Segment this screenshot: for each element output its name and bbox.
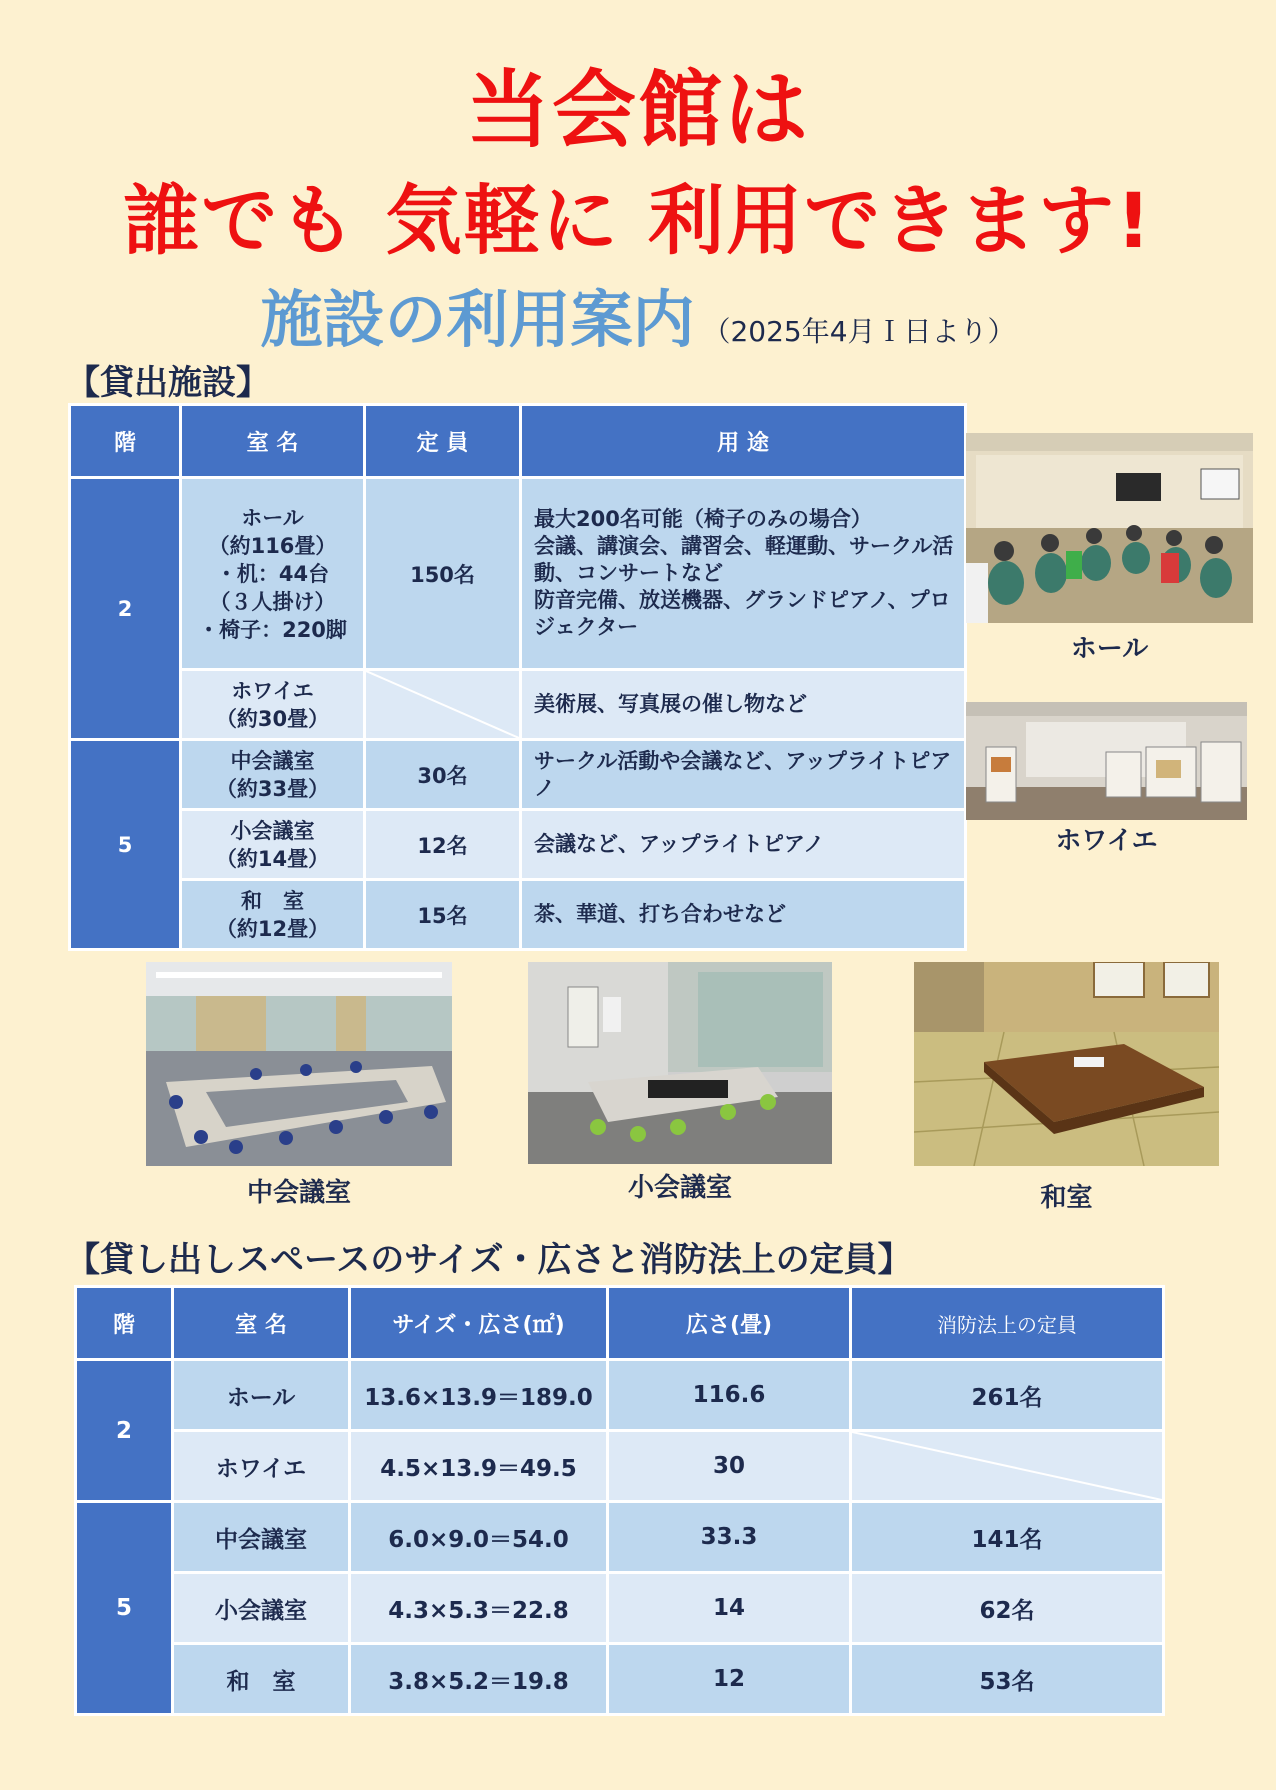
rental-facilities-table: [68, 403, 967, 951]
table-row: [70, 670, 966, 740]
room-cell: 中会議室: [173, 1502, 350, 1573]
table-row: [76, 1360, 1164, 1431]
room-cell: ホール: [173, 1360, 350, 1431]
page-title-line1: 当会館は: [465, 61, 810, 159]
header-use: 用 途: [521, 405, 966, 478]
size-section-title: 【貸し出しスペースのサイズ・広さと消防法上の定員】: [66, 1240, 912, 1280]
floor-cell: 2: [70, 478, 181, 740]
washitsu-photo: [914, 962, 1219, 1166]
use-text: 最大200名可能（椅子のみの場合） 会議、講演会、講習会、軽運動、サークル活動、コンサートなど 防音完備、放送機器、グランドピアノ、プロジェクター: [534, 507, 954, 639]
foyer-photo: [966, 702, 1247, 820]
capacity-cell: 15名: [365, 880, 521, 950]
room-name: 和 室 （約12畳）: [215, 888, 330, 941]
room-name: ホワイエ （約30畳）: [215, 678, 330, 731]
capacity-cell-empty: [365, 670, 521, 740]
subtitle-date: （2025年4月Ｉ日より）: [702, 315, 1016, 348]
tatami-cell: 33.3: [608, 1502, 851, 1573]
room-cell: [181, 880, 365, 950]
small-conference-caption: 小会議室: [627, 1173, 732, 1203]
rental-section-title: 【貸出施設】: [66, 363, 270, 403]
size-capacity-table: [74, 1285, 1165, 1716]
header-floor: 階: [70, 405, 181, 478]
header-capacity: 定 員: [365, 405, 521, 478]
floor-cell: 2: [76, 1360, 173, 1502]
header-room: 室 名: [173, 1287, 350, 1360]
washitsu-caption: 和室: [1040, 1183, 1093, 1213]
subtitle: 施設の利用案内: [260, 283, 695, 356]
header-size: サイズ・広さ(㎡): [350, 1287, 608, 1360]
table-header-row: [76, 1287, 1164, 1360]
diagonal-line: [852, 1432, 1162, 1500]
header-fire-capacity: 消防法上の定員: [851, 1287, 1164, 1360]
room-cell: ホワイエ: [173, 1431, 350, 1502]
use-cell: [521, 478, 966, 670]
fire-capacity-cell: 53名: [851, 1644, 1164, 1715]
room-cell: 小会議室: [173, 1573, 350, 1644]
use-cell: 会議など、アップライトピアノ: [521, 810, 966, 880]
table-row: [76, 1644, 1164, 1715]
capacity-cell: 30名: [365, 740, 521, 810]
room-name: 中会議室 （約33畳）: [215, 748, 330, 801]
room-cell: [181, 740, 365, 810]
foyer-caption: ホワイエ: [1055, 826, 1158, 856]
header-floor: 階: [76, 1287, 173, 1360]
use-cell: サークル活動や会議など、アップライトピアノ: [521, 740, 966, 810]
size-cell: 3.8×5.2＝19.8: [350, 1644, 608, 1715]
subtitle-row: [0, 270, 1276, 359]
fire-capacity-cell: 62名: [851, 1573, 1164, 1644]
size-cell: 6.0×9.0＝54.0: [350, 1502, 608, 1573]
table-row: [70, 478, 966, 670]
header-room: 室 名: [181, 405, 365, 478]
floor-cell: 5: [70, 740, 181, 950]
mid-conference-caption: 中会議室: [246, 1178, 351, 1208]
tatami-cell: 116.6: [608, 1360, 851, 1431]
floor-cell: 5: [76, 1502, 173, 1715]
hall-photo: [966, 433, 1253, 623]
room-name: 小会議室 （約14畳）: [215, 818, 330, 871]
fire-capacity-cell-empty: [851, 1431, 1164, 1502]
tatami-cell: 14: [608, 1573, 851, 1644]
room-cell: [181, 670, 365, 740]
room-cell: [181, 478, 365, 670]
small-conference-photo: [528, 962, 832, 1164]
tatami-cell: 12: [608, 1644, 851, 1715]
fire-capacity-cell: 261名: [851, 1360, 1164, 1431]
mid-conference-photo: [146, 962, 452, 1166]
diagonal-line: [366, 671, 519, 738]
capacity-cell: 12名: [365, 810, 521, 880]
use-cell: 美術展、写真展の催し物など: [521, 670, 966, 740]
table-row: [70, 810, 966, 880]
capacity-cell: 150名: [365, 478, 521, 670]
tatami-cell: 30: [608, 1431, 851, 1502]
table-row: [76, 1502, 1164, 1573]
size-cell: 4.3×5.3＝22.8: [350, 1573, 608, 1644]
use-cell: 茶、華道、打ち合わせなど: [521, 880, 966, 950]
room-cell: 和 室: [173, 1644, 350, 1715]
size-cell: 4.5×13.9＝49.5: [350, 1431, 608, 1502]
table-row: [70, 740, 966, 810]
fire-capacity-cell: 141名: [851, 1502, 1164, 1573]
table-row: [76, 1431, 1164, 1502]
table-row: [76, 1573, 1164, 1644]
hall-caption: ホール: [1070, 634, 1149, 664]
table-row: [70, 880, 966, 950]
header-tatami: 広さ(畳): [608, 1287, 851, 1360]
size-cell: 13.6×13.9＝189.0: [350, 1360, 608, 1431]
room-cell: [181, 810, 365, 880]
page-title-line2: 誰でも 気軽に 利用できます!: [123, 176, 1153, 265]
room-name: ホール （約116畳） ・机：44台 （３人掛け） ・椅子：220脚: [198, 505, 347, 642]
table-header-row: [70, 405, 966, 478]
